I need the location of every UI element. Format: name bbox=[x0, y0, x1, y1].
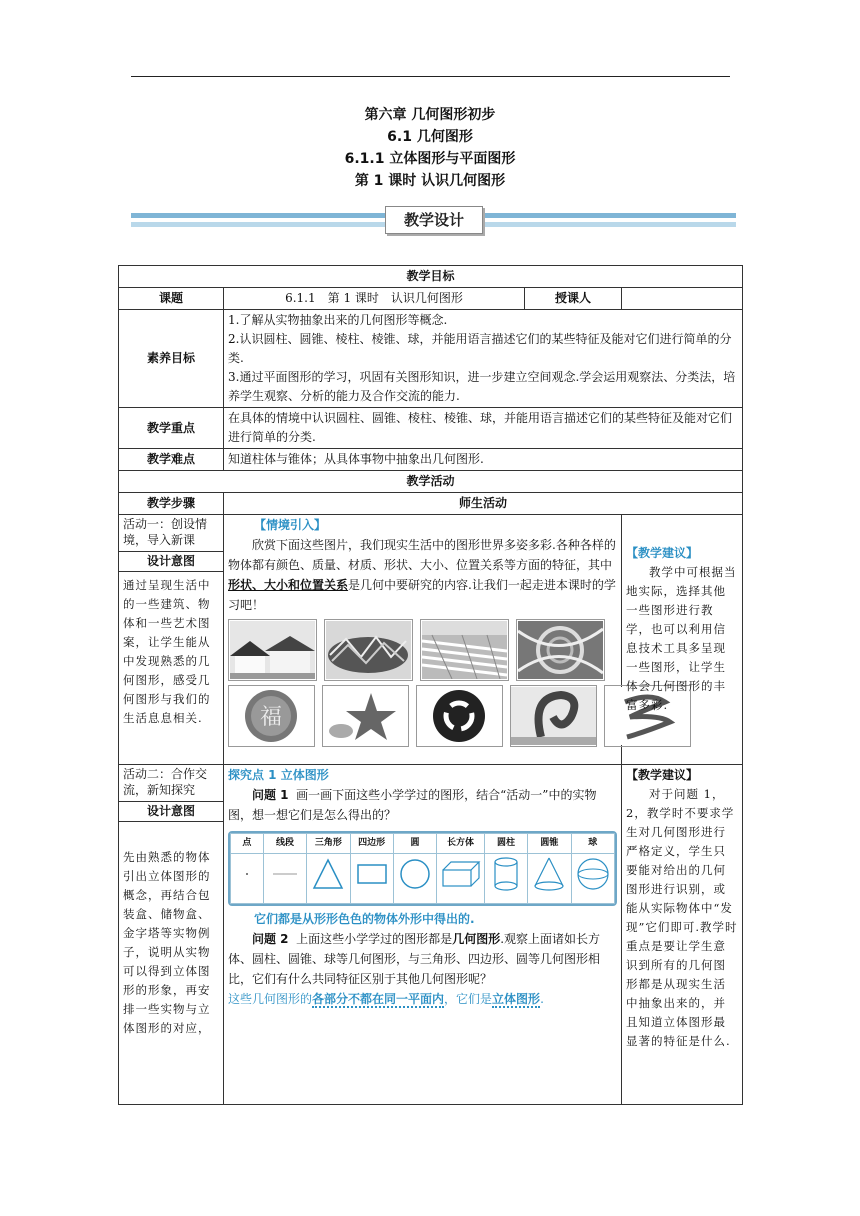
shape-name: 圆锥 bbox=[528, 834, 571, 854]
shape-name: 圆 bbox=[393, 834, 436, 854]
activity2-content bbox=[224, 765, 622, 1105]
question-1: 问题 1 画一画下面这些小学学过的图形，结合“活动一”中的实物图，想一想它们是怎么得出的？ bbox=[228, 788, 597, 822]
fu-character-photo bbox=[228, 685, 315, 747]
activity2-advice bbox=[622, 765, 743, 1105]
shape-name: 四边形 bbox=[350, 834, 393, 854]
goals-header: 教学目标 bbox=[119, 266, 743, 288]
activity2-intent: 先由熟悉的物体引出立体图形的概念，再结合包装盒、储物盒、金字塔等实物例子，说明从实物可以得到立体图形的形象，再安排一些实物与立体图形的对应， bbox=[123, 850, 211, 1035]
shape-name: 球 bbox=[571, 834, 614, 854]
quadrilateral-shape bbox=[350, 854, 393, 904]
cone-shape bbox=[528, 854, 571, 904]
banner-label: 教学设计 bbox=[385, 206, 483, 234]
difficulty-label: 教学难点 bbox=[119, 449, 224, 471]
steps-label: 教学步骤 bbox=[119, 493, 224, 515]
advice-text: 对于问题 1，2，教学时不要求学生对几何图形进行严格定义，学生只要能对给出的几何图形进行识别，或能从实际物体中“发现”它们即可.教学时重点是要让学生意识到所有的几何图形都是从现实生活中抽象出来的，并且知道立体图形最显著的特征是什么. bbox=[626, 787, 738, 1048]
farmland-photo bbox=[420, 619, 509, 681]
literacy-item: 1.了解从实物抽象出来的几何图形等概念. bbox=[228, 313, 448, 327]
activity2-steps bbox=[119, 765, 224, 1105]
cylinder-shape bbox=[484, 854, 527, 904]
topic-value: 6.1.1 第 1 课时 认识几何图形 bbox=[224, 288, 525, 310]
teaching-design-banner bbox=[131, 206, 736, 234]
design-intent-label: 设计意图 bbox=[119, 801, 223, 822]
key-text: 在具体的情境中认识圆柱、圆锥、棱柱、棱锥、球，并能用语言描述它们的某些特征及能对它们进行简单的分类. bbox=[224, 408, 743, 449]
triangle-shape bbox=[307, 854, 350, 904]
answer-1: 它们都是从形形色色的物体外形中得出的. bbox=[254, 912, 475, 926]
activity1-name: 活动一：创设情境，导入新课 bbox=[123, 517, 208, 547]
lesson-title: 第 1 课时 认识几何图形 bbox=[354, 173, 506, 189]
activity-label: 师生活动 bbox=[224, 493, 743, 515]
shape-name: 点 bbox=[231, 834, 264, 854]
difficulty-text: 知道柱体与锥体；从具体事物中抽象出几何图形. bbox=[224, 449, 743, 471]
subsection-title: 6.1.1 立体图形与平面图形 bbox=[344, 151, 516, 167]
activity1-text: 欣赏下面这些图片，我们现实生活中的图形世界多姿多彩.各种各样的物体都有颜色、质量、材质、形状、大小、位置关系等方面的特征，其中形状、大小和位置关系是几何中要研究的内容.让我们一起走进本课时的学习吧！ bbox=[228, 538, 616, 612]
sphere-shape bbox=[571, 854, 614, 904]
village-photo bbox=[228, 619, 317, 681]
section-title: 6.1 几何图形 bbox=[387, 129, 473, 145]
starfish-photo bbox=[322, 685, 409, 747]
stadium-photo bbox=[324, 619, 413, 681]
sculpture-photo bbox=[510, 685, 597, 747]
shape-name: 三角形 bbox=[307, 834, 350, 854]
advice-title: 【教学建议】 bbox=[626, 768, 699, 782]
literacy-goals bbox=[224, 310, 743, 408]
circle-shape bbox=[393, 854, 436, 904]
question-2: 问题 2 上面这些小学学过的图形都是几何图形.观察上面诸如长方体、圆柱、圆锥、球等几何图形，与三角形、四边形、圆等几何图形相比，它们有什么共同特征区别于其他几何图形呢？ bbox=[228, 932, 601, 986]
activity1-content bbox=[224, 515, 622, 765]
roundabout-sign-photo bbox=[416, 685, 503, 747]
activities-header: 教学活动 bbox=[119, 471, 743, 493]
literacy-label: 素养目标 bbox=[119, 310, 224, 408]
literacy-item: 2.认识圆柱、圆锥、棱柱、棱锥、球，并能用语言描述它们的某些特征及能对它们进行简单的分类. bbox=[228, 332, 732, 365]
shape-table bbox=[228, 831, 617, 906]
literacy-item: 3.通过平面图形的学习，巩固有关图形知识，进一步建立空间观念.学会运用观察法、分类法，培养学生观察、分析的能力及合作交流的能力. bbox=[228, 370, 736, 403]
key-phrase: 形状、大小和位置关系 bbox=[228, 578, 349, 592]
cuboid-shape bbox=[437, 854, 485, 904]
teacher-value bbox=[622, 288, 743, 310]
title-block bbox=[0, 104, 860, 192]
photo-row-2 bbox=[228, 685, 617, 747]
teacher-label: 授课人 bbox=[525, 288, 622, 310]
segment-shape bbox=[263, 854, 306, 904]
interchange-photo bbox=[516, 619, 605, 681]
advice-text: 教学中可根据当地实际，选择其他一些图形进行教学，也可以利用信息技术工具多呈现一些图形，让学生体会几何图形的丰富多彩. bbox=[626, 565, 737, 712]
topic-label: 课题 bbox=[119, 288, 224, 310]
activity1-steps bbox=[119, 515, 224, 765]
lesson-plan-table bbox=[118, 265, 743, 1105]
header-rule bbox=[131, 76, 730, 77]
situation-heading: 【情境引入】 bbox=[254, 518, 327, 532]
photo-row-1 bbox=[228, 619, 617, 681]
design-intent-label: 设计意图 bbox=[119, 551, 223, 572]
activity1-intent: 通过呈现生活中的一些建筑、物体和一些艺术图案，让学生能从中发现熟悉的几何图形，感受几何图形与我们的生活息息相关. bbox=[123, 578, 211, 725]
answer-2: 这些几何图形的各部分不都在同一平面内，它们是立体图形. bbox=[228, 992, 544, 1006]
point-shape bbox=[231, 854, 264, 904]
activity2-name: 活动二：合作交流，新知探究 bbox=[123, 767, 208, 797]
explore-title: 探究点 1 立体图形 bbox=[228, 768, 329, 782]
chapter-title: 第六章 几何图形初步 bbox=[364, 107, 496, 123]
shape-name: 线段 bbox=[263, 834, 306, 854]
shape-name: 长方体 bbox=[437, 834, 485, 854]
shape-name: 圆柱 bbox=[484, 834, 527, 854]
svg-text:福: 福 bbox=[259, 705, 283, 730]
advice-title: 【教学建议】 bbox=[626, 546, 699, 560]
key-label: 教学重点 bbox=[119, 408, 224, 449]
